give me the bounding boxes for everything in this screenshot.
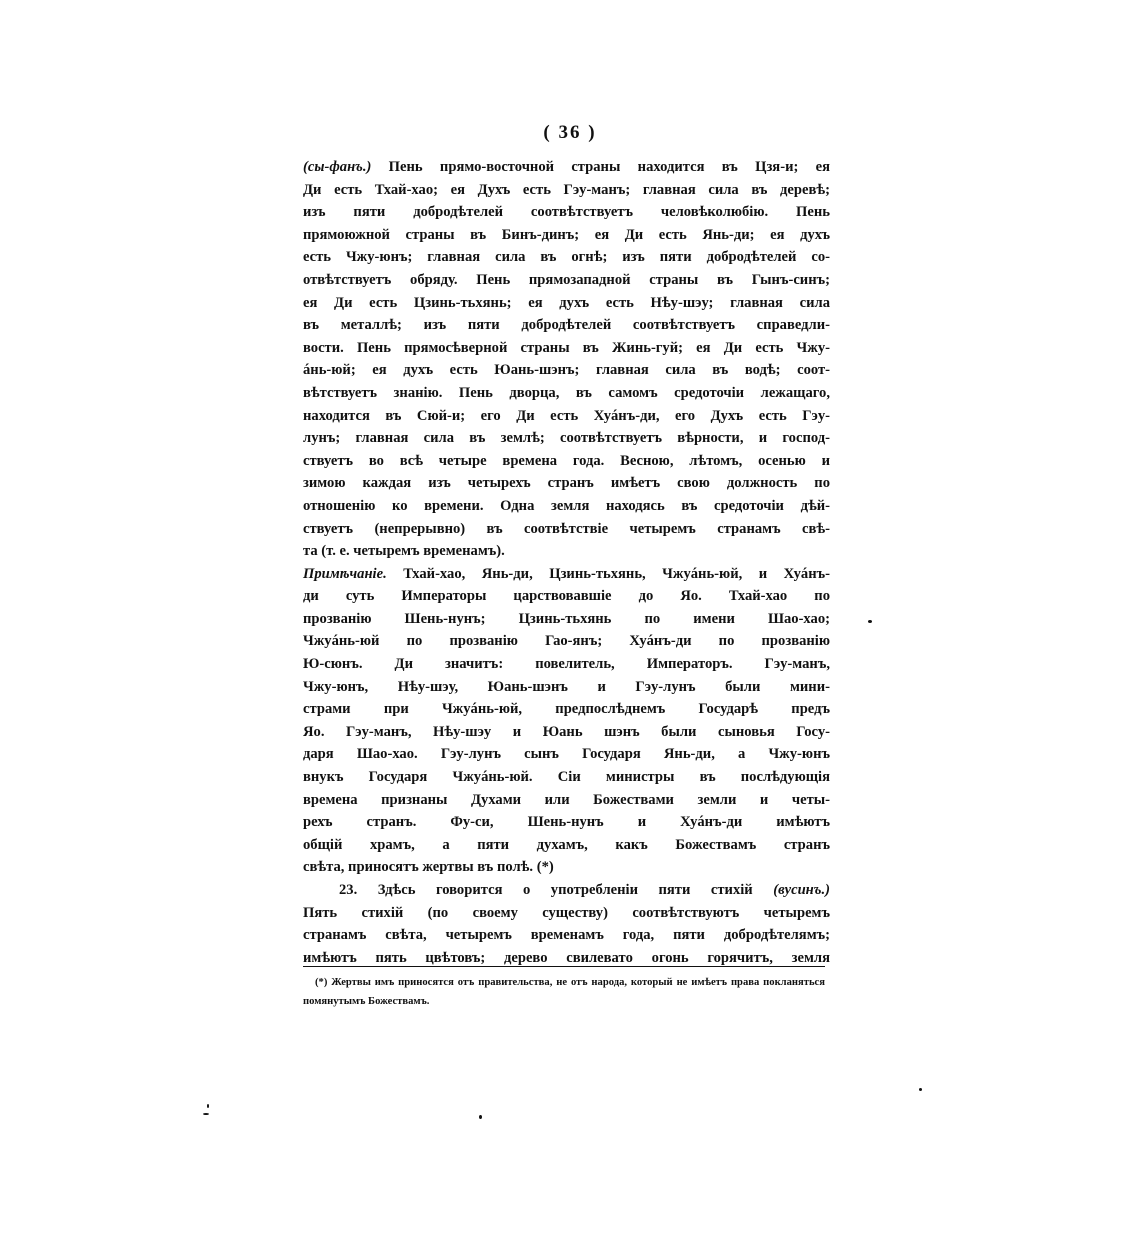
scan-speck: [203, 1113, 209, 1115]
text-line: вости. Пень прямосѣверной страны въ Жинь-гуй; ея Ди есть Чжу-: [303, 339, 830, 356]
footnote-divider: [303, 966, 825, 967]
note-line: рехъ странъ. Фу-си, Шень-нунъ и Хуáнъ-ди имѣютъ: [303, 814, 830, 831]
scan-speck: [207, 1104, 209, 1108]
note-line: ди суть Императоры царствовавшіе до Яо. Тхай-хао по: [303, 588, 830, 605]
text-line: ствуетъ во всѣ четыре времена года. Весною, лѣтомъ, осенью и: [303, 452, 830, 469]
text-line: отношенію ко времени. Одна земля находясь въ средоточіи дѣй-: [303, 497, 830, 514]
note-line: Яо. Гэу-манъ, Нѣу-шэу и Юань шэнъ были сыновья Госу-: [303, 723, 830, 740]
note-line: времена признаны Духами или Божествами земли и четы-: [303, 791, 830, 808]
text-line: въ металлѣ; изъ пяти добродѣтелей соотвѣтствуетъ справедли-: [303, 317, 830, 334]
text-line: находится въ Сюй-и; его Ди есть Хуáнъ-ди, его Духъ есть Гэу-: [303, 407, 830, 424]
note-line: страми при Чжуáнь-юй, предпослѣднемъ Государѣ предъ: [303, 701, 830, 718]
text-line: прямоюжной страны въ Бинъ-динъ; ея Ди есть Янь-ди; ея духъ: [303, 226, 830, 243]
scan-speck: [868, 620, 872, 623]
section-number: 23.: [339, 882, 358, 898]
text-line: та (т. е. четыремъ временамъ).: [303, 543, 505, 560]
scan-speck: [479, 1115, 482, 1119]
section-italic: (вусинъ.): [773, 882, 830, 898]
note-line: даря Шао-хао. Гэу-лунъ сынъ Государя Янь-ди, а Чжу-юнъ: [303, 746, 830, 763]
text-line: есть Чжу-юнъ; главная сила въ огнѣ; изъ пяти добродѣтелей со-: [303, 249, 830, 266]
note-line: Чжуáнь-юй по прозванію Гао-янъ; Хуáнъ-ди по прозванію: [303, 633, 830, 650]
text-line: ея Ди есть Цзинь-тьхянь; ея духъ есть Нѣу-шэу; главная сила: [303, 294, 830, 311]
note-line: свѣта, приносятъ жертвы въ полѣ. (*): [303, 859, 554, 876]
text-line: Ди есть Тхай-хао; ея Духъ есть Гэу-манъ; главная сила въ деревѣ;: [303, 181, 830, 198]
text-line: áнь-юй; ея духъ есть Юань-шэнъ; главная сила въ водѣ; соот-: [303, 362, 830, 379]
note-line: внукъ Государя Чжуáнь-юй. Сіи министры въ послѣдующія: [303, 769, 830, 786]
text-line: Пять стихій (по своему существу) соотвѣтствуютъ четыремъ: [303, 904, 830, 921]
note-line: прозванію Шень-нунъ; Цзинь-тьхянь по имени Шао-хао;: [303, 610, 830, 627]
scan-speck: [919, 1088, 922, 1091]
main-text: [303, 156, 830, 969]
text-line: странамъ свѣта, четыремъ временамъ года, пяти добродѣтелямъ;: [303, 927, 830, 944]
note-line: Ю-сюнъ. Ди значитъ: повелитель, Императоръ. Гэу-манъ,: [303, 656, 830, 673]
section-heading-line: 23. Здѣсь говорится о употребленіи пяти стихій (вусинъ.): [339, 882, 830, 898]
page-number: ( 36 ): [543, 122, 597, 143]
text-line: имѣютъ пять цвѣтовъ; дерево свилеватo огонь горячитъ, земля: [303, 949, 830, 966]
text-line: отвѣтствуетъ обряду. Пень прямозападной страны въ Гынъ-синъ;: [303, 271, 830, 288]
footnote: (*) Жертвы имъ приносятся отъ правительства, не отъ народа, который не имѣетъ права покланяться помянутымъ Божествамъ.: [303, 977, 825, 1007]
note-line: Чжу-юнъ, Нѣу-шэу, Юань-шэнъ и Гэу-лунъ были мини-: [303, 678, 830, 695]
text-line: ствуетъ (непрерывно) въ соотвѣтствіе четыремъ странамъ свѣ-: [303, 520, 830, 537]
note-first-line: Примѣчаніе. Тхай-хао, Янь-ди, Цзинь-тьхянь, Чжуáнь-юй, и Хуáнъ-: [303, 565, 830, 582]
text-line: (сы-фанъ.) Пень прямо-восточной страны находится въ Цзя-и; ея: [303, 159, 830, 175]
note-label: Примѣчаніе.: [303, 565, 387, 582]
text-line: зимою каждая изъ четырехъ странъ имѣетъ свою должность по: [303, 475, 830, 492]
lead-italic: (сы-фанъ.): [303, 159, 372, 175]
text-line: вѣтствуетъ знанію. Пень дворца, въ самомъ средоточіи лежащаго,: [303, 384, 830, 401]
text-line: изъ пяти добродѣтелей соотвѣтствуетъ человѣколюбію. Пень: [303, 204, 830, 221]
note-line: общій храмъ, а пяти духамъ, какъ Божествамъ странъ: [303, 836, 830, 853]
text-line: лунъ; главная сила въ землѣ; соотвѣтствуетъ вѣрности, и господ-: [303, 430, 830, 447]
